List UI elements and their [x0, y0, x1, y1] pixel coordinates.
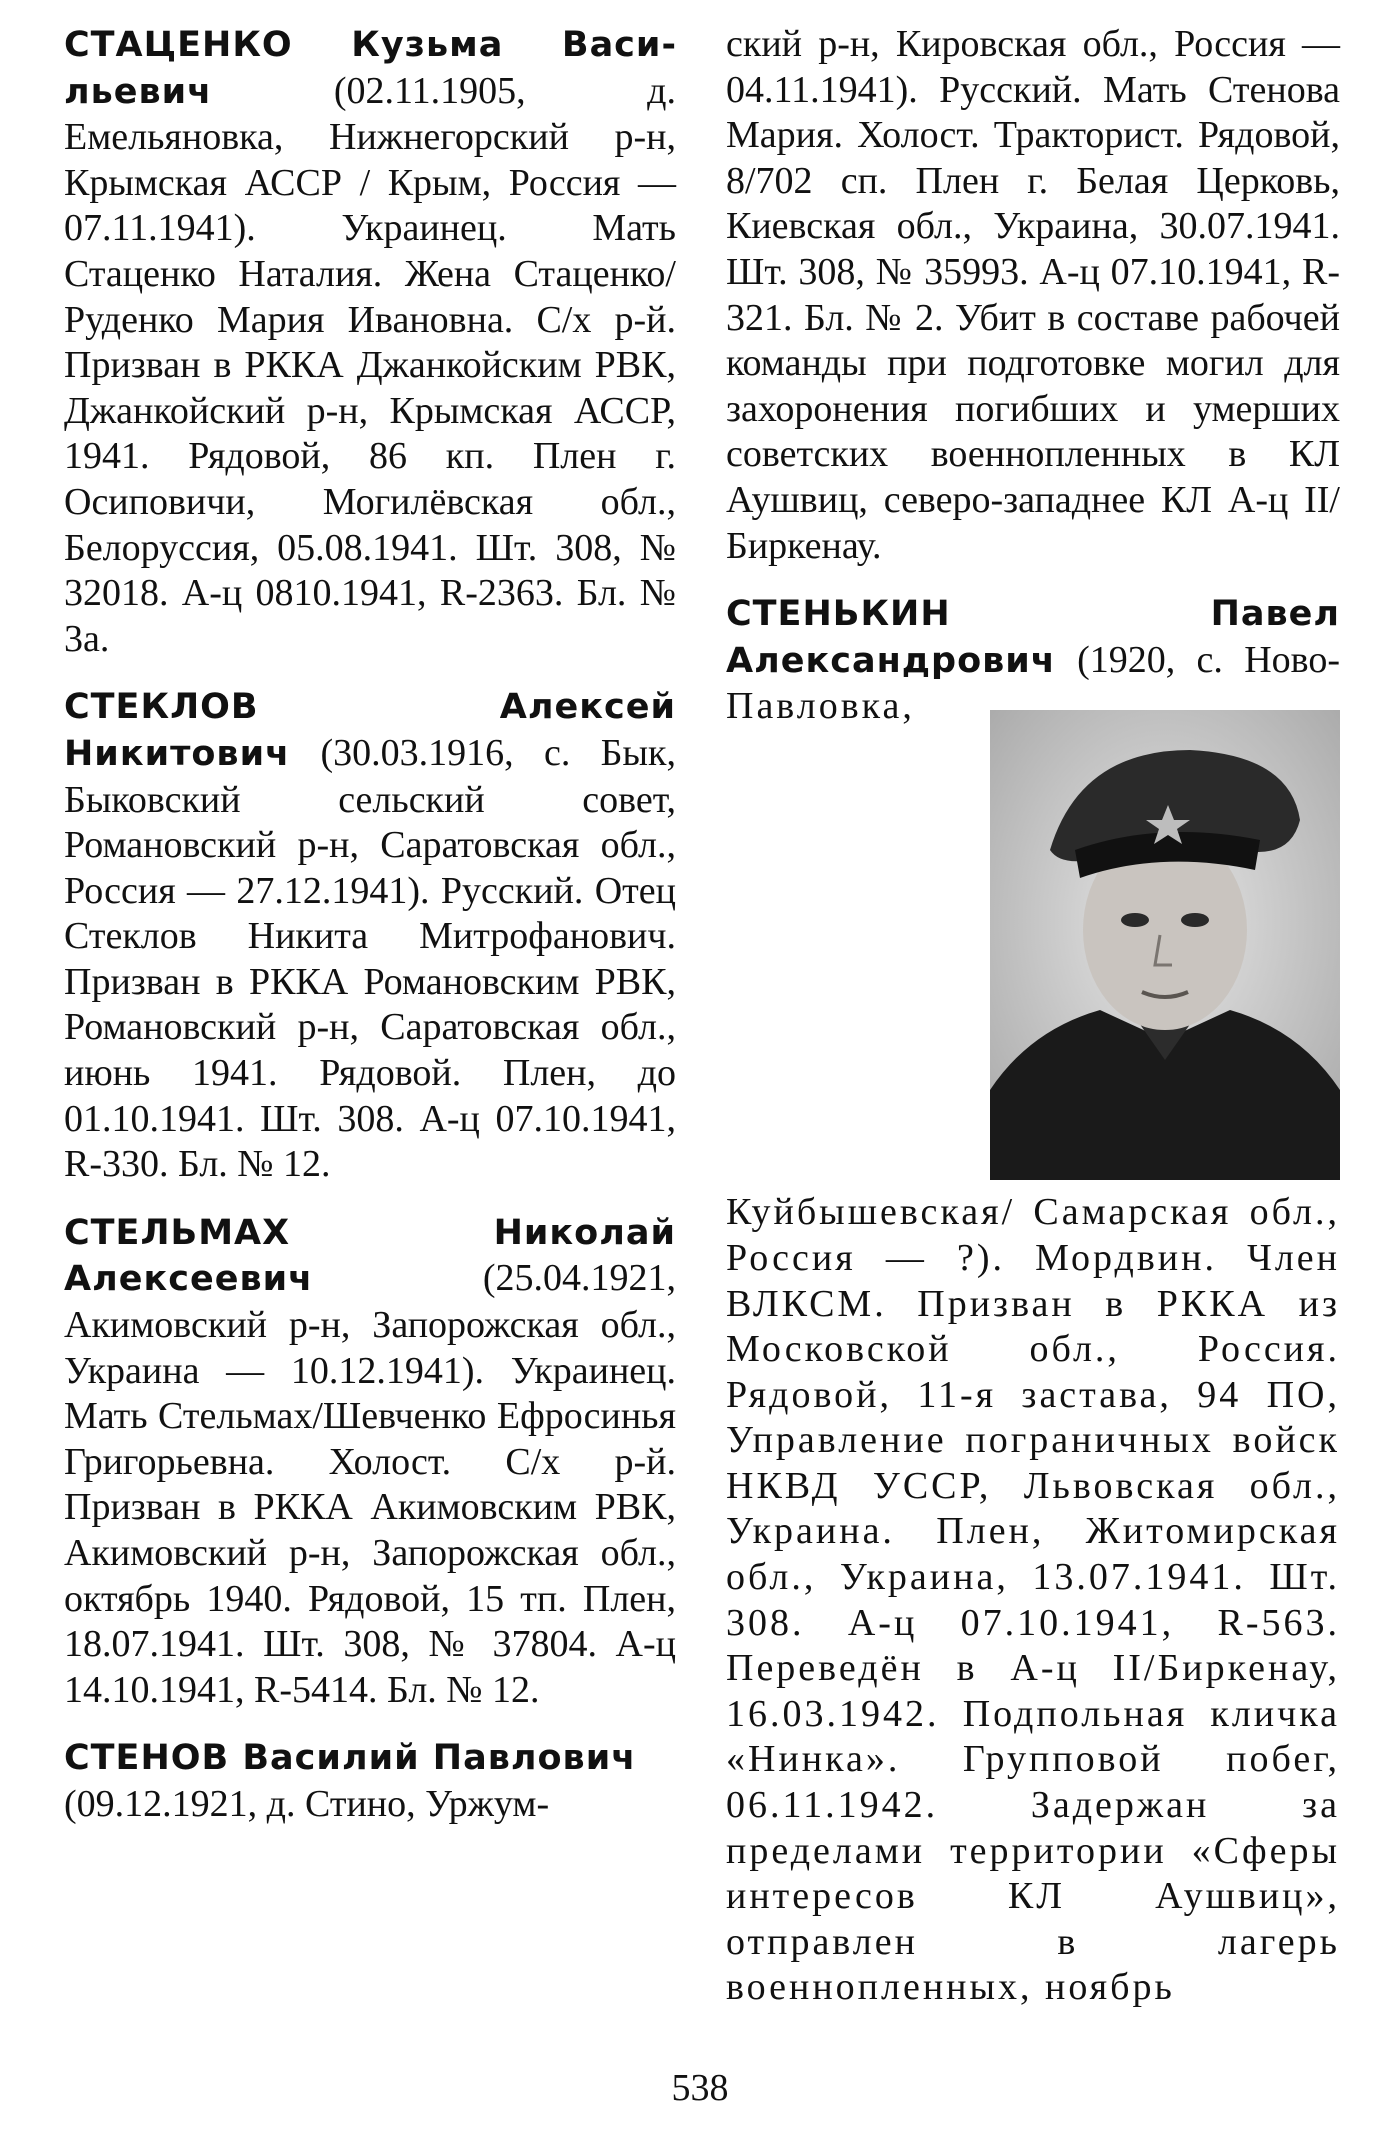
entry-stenkin: [726, 591, 1340, 2011]
portrait-photo: [990, 710, 1340, 1180]
entry-name: СТЕНОВ Василий Павлович: [64, 1738, 637, 1779]
portrait-icon: [990, 710, 1340, 1180]
entry-name: СТЕКЛОВ Алексей Никитович: [64, 687, 676, 774]
entry-statsenko: [64, 22, 676, 662]
right-column: [726, 22, 1340, 2033]
entry-text: (30.03.1916, с. Бык, Быковский сельский совет, Романовский р-н, Саратовская обл., Россия — 27.12.1941). Русский. Отец Стеклов Никита Митрофанович. Призван в РККА Романовским РВК, Романовский р-н, Саратовская обл., июнь 1941. Рядовой. Плен, до 01.10.1941. Шт. 308. А-ц 07.10.1941, R-330. Бл. № 12.: [64, 731, 676, 1186]
entry-text: (25.04.1921, Акимовский р-н, Запорожская обл., Украина — 10.12.1941). Украинец. Мать Стельмах/Шевченко Ефросинья Григорьевна. Холост. С/х р-й. Призван в РККА Акимовским РВК, Акимовский р-н, Запорожская обл., октябрь 1940. Рядовой, 15 тп. Плен, 18.07.1941. Шт. 308, № 37804. А-ц 14.10.1941, R-5414. Бл. № 12.: [64, 1257, 676, 1711]
entry-name: СТАЦЕНКО Кузьма Васильевич: [64, 25, 676, 112]
entry-stenov: [64, 1735, 676, 1827]
page-number: 538: [671, 2067, 729, 2109]
entry-text: Павловка, Куйбышевская/ Самарская обл., Россия — ?). Мордвин. Член ВЛКСМ. Призван в РККА из Московской обл., Россия. Рядовой, 11-я застава, 94 ПО, Управление пограничных войск НКВД УССР, Львовская обл., Украина. Плен, Житомирская обл., Украина, 13.07.1941. Шт. 308. А-ц 07.10.1941, R-563. Переведён в А-ц II/Биркенау, 16.03.1942. Подпольная кличка «Нинка». Групповой побег, 06.11.1942. Задержан за пределами территории «Сферы интересов КЛ Аушвиц», отправлен в лагерь военнопленных, ноябрь: [726, 685, 1340, 2009]
entry-stelmakh: [64, 1210, 676, 1714]
entry-name: СТЕНЬКИН Павел Александрович: [726, 594, 1340, 681]
entry-text: (09.12.1921, д. Стино, Уржум-: [64, 1782, 550, 1825]
entry-text: (1920, с. Ново-: [1055, 638, 1340, 681]
entry-stenov-continued: [726, 22, 1340, 569]
entry-steklov: [64, 684, 676, 1188]
entry-text: (02.11.1905, д. Емельяновка, Нижнегорский р-н, Крымская АССР / Крым, Россия — 07.11.1941). Украинец. Мать Стаценко Наталия. Жена Стаценко/Руденко Мария Ивановна. С/х р-й. Призван в РККА Джанкойским РВК, Джанкойский р-н, Крымская АССР, 1941. Рядовой, 86 кп. Плен г. Осиповичи, Могилёвская обл., Белоруссия, 05.08.1941. Шт. 308, № 32018. А-ц 0810.1941, R-2363. Бл. № 3а.: [64, 69, 676, 660]
left-column: [64, 22, 676, 1850]
entry-text: ский р-н, Кировская обл., Россия — 04.11.1941). Русский. Мать Стенова Мария. Холост. Тракторист. Рядовой, 8/702 сп. Плен г. Белая Церковь, Киевская обл., Украина, 30.07.1941. Шт. 308, № 35993. А-ц 07.10.1941, R-321. Бл. № 2. Убит в составе рабочей команды при подготовке могил для захоронения погибших и умерших советских военнопленных в КЛ Аушвиц, северо-западнее КЛ А-ц II/Биркенау.: [726, 23, 1340, 567]
entry-name: СТЕЛЬМАХ Николай Алексеевич: [64, 1212, 676, 1300]
